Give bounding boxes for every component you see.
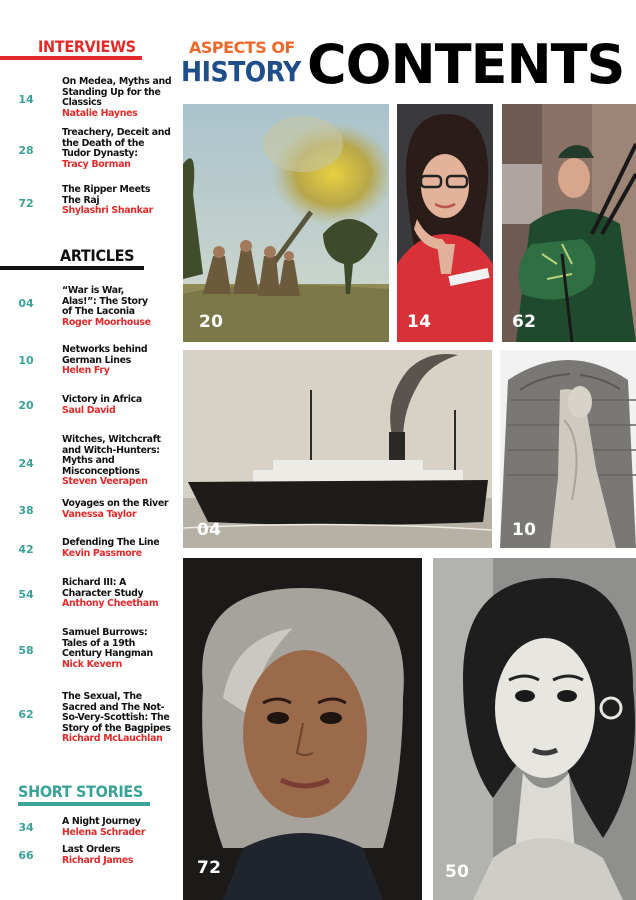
entry-title: Voyages on the River (62, 498, 169, 509)
photo-ocean-liner[interactable] (183, 350, 492, 548)
photo-page-number: 20 (199, 312, 224, 332)
page-number: 20 (18, 399, 34, 412)
entry-author: Richard James (62, 854, 134, 866)
entry-author: Anthony Cheetham (62, 598, 159, 610)
entry-title: The Sexual, The Sacred and The Not-So-Very-Scottish: The Story of the Bagpipes (62, 691, 171, 734)
interviews-heading: INTERVIEWS (38, 37, 136, 56)
photo-page-number: 10 (512, 520, 537, 540)
entry-title: Witches, Witchcraft and Witch-Hunters: Myths and Misconceptions (62, 434, 161, 477)
entry-author: Steven Veerapen (62, 476, 148, 488)
entry-title: A Night Journey (62, 816, 141, 827)
photo-vintage-actress[interactable] (433, 558, 636, 900)
page-number: 54 (18, 588, 34, 601)
entry-title: On Medea, Myths and Standing Up for the Classics (62, 76, 172, 109)
page-number: 24 (18, 457, 34, 470)
page-number: 42 (18, 543, 34, 556)
short-stories-underline (18, 802, 150, 806)
entry-author: Vanessa Taylor (62, 508, 137, 520)
photo-artillery[interactable] (183, 104, 389, 342)
short-stories-heading: SHORT STORIES (18, 782, 144, 801)
page-number: 66 (18, 849, 34, 862)
entry-author: Helena Schrader (62, 826, 146, 838)
photo-page-number: 62 (512, 312, 537, 332)
logo-line-2: HISTORY (181, 55, 301, 88)
table-of-contents (0, 0, 172, 900)
photo-shylashri-shankar[interactable] (183, 558, 422, 900)
photo-page-number: 14 (407, 312, 432, 332)
entry-title: “War is War, Alas!”: The Story of The Laconia (62, 285, 148, 318)
entry-title: Treachery, Deceit and the Death of the Tudor Dynasty: (62, 127, 171, 160)
photo-natalie-haynes[interactable] (397, 104, 493, 342)
photo-bagpiper[interactable] (502, 104, 636, 342)
photo-page-number: 04 (197, 520, 222, 540)
entry-title: Networks behind German Lines (62, 344, 148, 366)
entry-author: Helen Fry (62, 365, 110, 377)
page-number: 04 (18, 297, 34, 310)
entry-title: Samuel Burrows: Tales of a 19th Century Hangman (62, 627, 153, 660)
entry-author: Shylashri Shankar (62, 205, 153, 217)
photo-stone-statue[interactable] (500, 350, 636, 548)
page-number: 38 (18, 504, 34, 517)
articles-underline (0, 266, 144, 270)
entry-title: Victory in Africa (62, 394, 142, 405)
entry-author: Tracy Borman (62, 158, 131, 170)
entry-author: Richard McLauchlan (62, 733, 163, 745)
page-title: CONTENTS (307, 33, 625, 96)
page-number: 58 (18, 644, 34, 657)
entry-author: Nick Kevern (62, 658, 123, 670)
page-number: 28 (18, 144, 34, 157)
page-number: 72 (18, 197, 34, 210)
interviews-underline (0, 56, 142, 60)
page-number: 14 (18, 93, 34, 106)
photo-page-number: 72 (197, 858, 222, 878)
entry-author: Natalie Haynes (62, 107, 138, 119)
entry-title: Last Orders (62, 844, 121, 855)
page-number: 34 (18, 821, 34, 834)
entry-title: Defending The Line (62, 537, 160, 548)
entry-author: Kevin Passmore (62, 547, 142, 559)
logo-line-1: ASPECTS OF (189, 38, 295, 57)
entry-author: Roger Moorhouse (62, 316, 151, 328)
articles-heading: ARTICLES (60, 246, 135, 265)
entry-author: Saul David (62, 404, 116, 416)
entry-title: The Ripper Meets The Raj (62, 184, 151, 206)
page-number: 10 (18, 354, 34, 367)
entry-title: Richard III: A Character Study (62, 577, 144, 599)
photo-page-number: 50 (445, 862, 470, 882)
page-number: 62 (18, 708, 34, 721)
